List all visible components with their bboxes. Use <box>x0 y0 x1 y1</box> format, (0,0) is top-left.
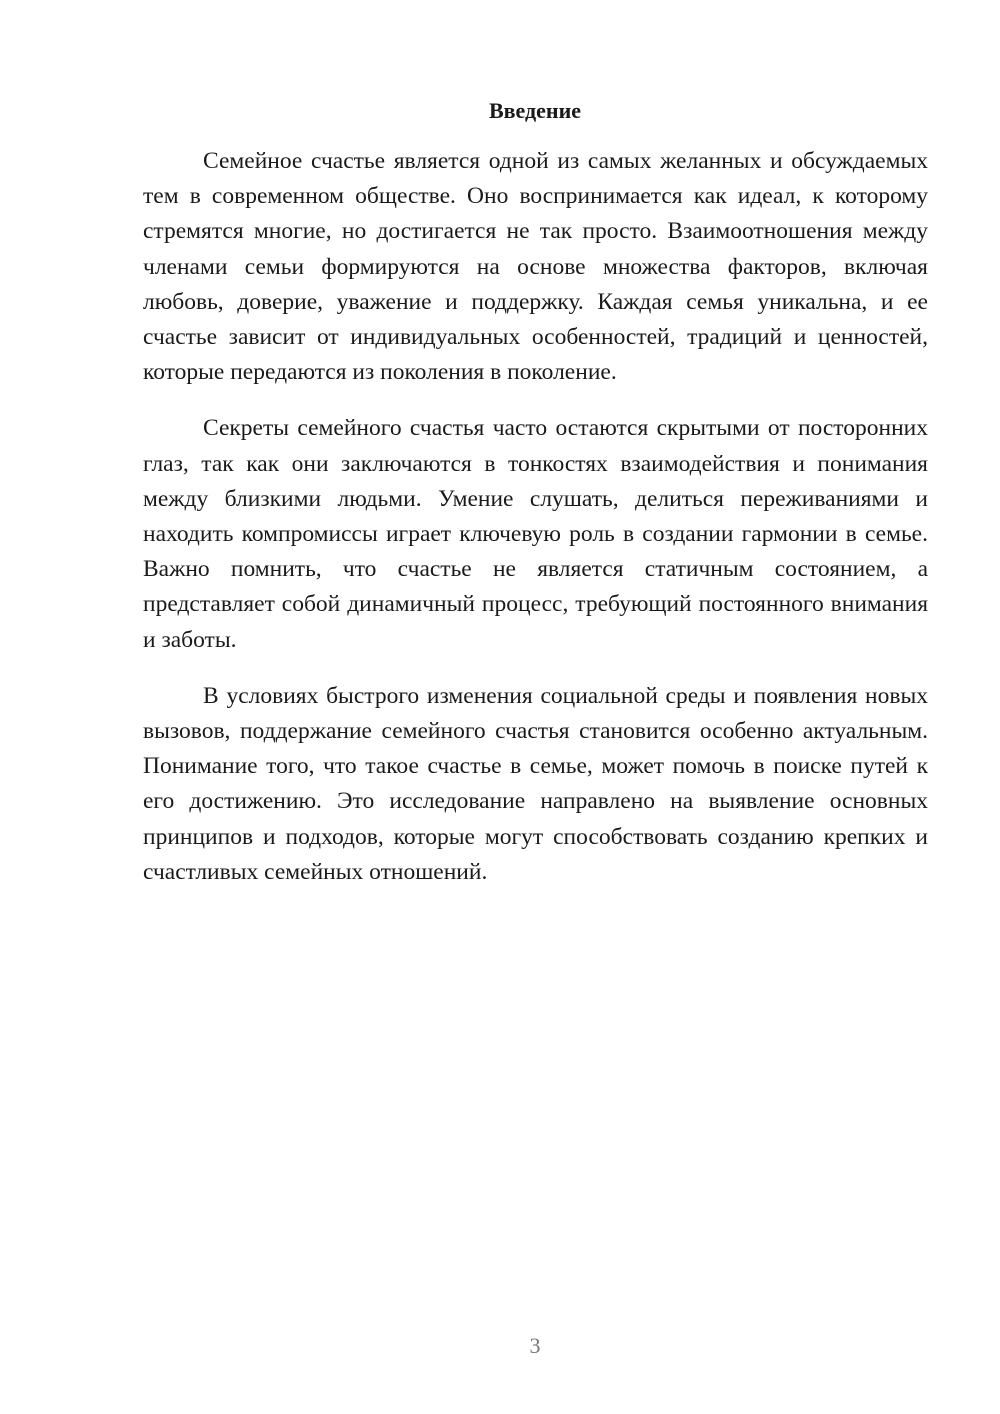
section-heading: Введение <box>488 98 582 123</box>
page-number: 3 <box>529 1333 541 1358</box>
paragraph-1: Семейное счастье является одной из самых желанных и обсуждаемых тем в современном обществе. Оно воспринимается как идеал, к которому стремятся многие, но достигается не так просто. Взаимоотношения между членами семьи формируются на основе множества факторов, включая любовь, доверие, уважение и поддержку. Каждая семья уникальна, и ее счастье зависит от индивидуальных особенностей, традиций и ценностей, которые передаются из поколения в поколение. <box>143 148 928 386</box>
body-text <box>143 144 928 890</box>
paragraph-2: Секреты семейного счастья часто остаются скрытыми от посторонних глаз, так как они заключаются в тонкостях взаимодействия и понимания между близкими людьми. Умение слушать, делиться переживаниями и находить компромиссы играет ключевую роль в создании гармонии в семье. Важно помнить, что счастье не является статичным состоянием, а представляет собой динамичный процесс, требующий постоянного внимания и заботы. <box>143 415 928 653</box>
paragraph-3: В условиях быстрого изменения социальной среды и появления новых вызовов, поддержание семейного счастья становится особенно актуальным. Понимание того, что такое счастье в семье, может помочь в поиске путей к его достижению. Это исследование направлено на выявление основных принципов и подходов, которые могут способствовать созданию крепких и счастливых семейных отношений. <box>143 682 928 885</box>
